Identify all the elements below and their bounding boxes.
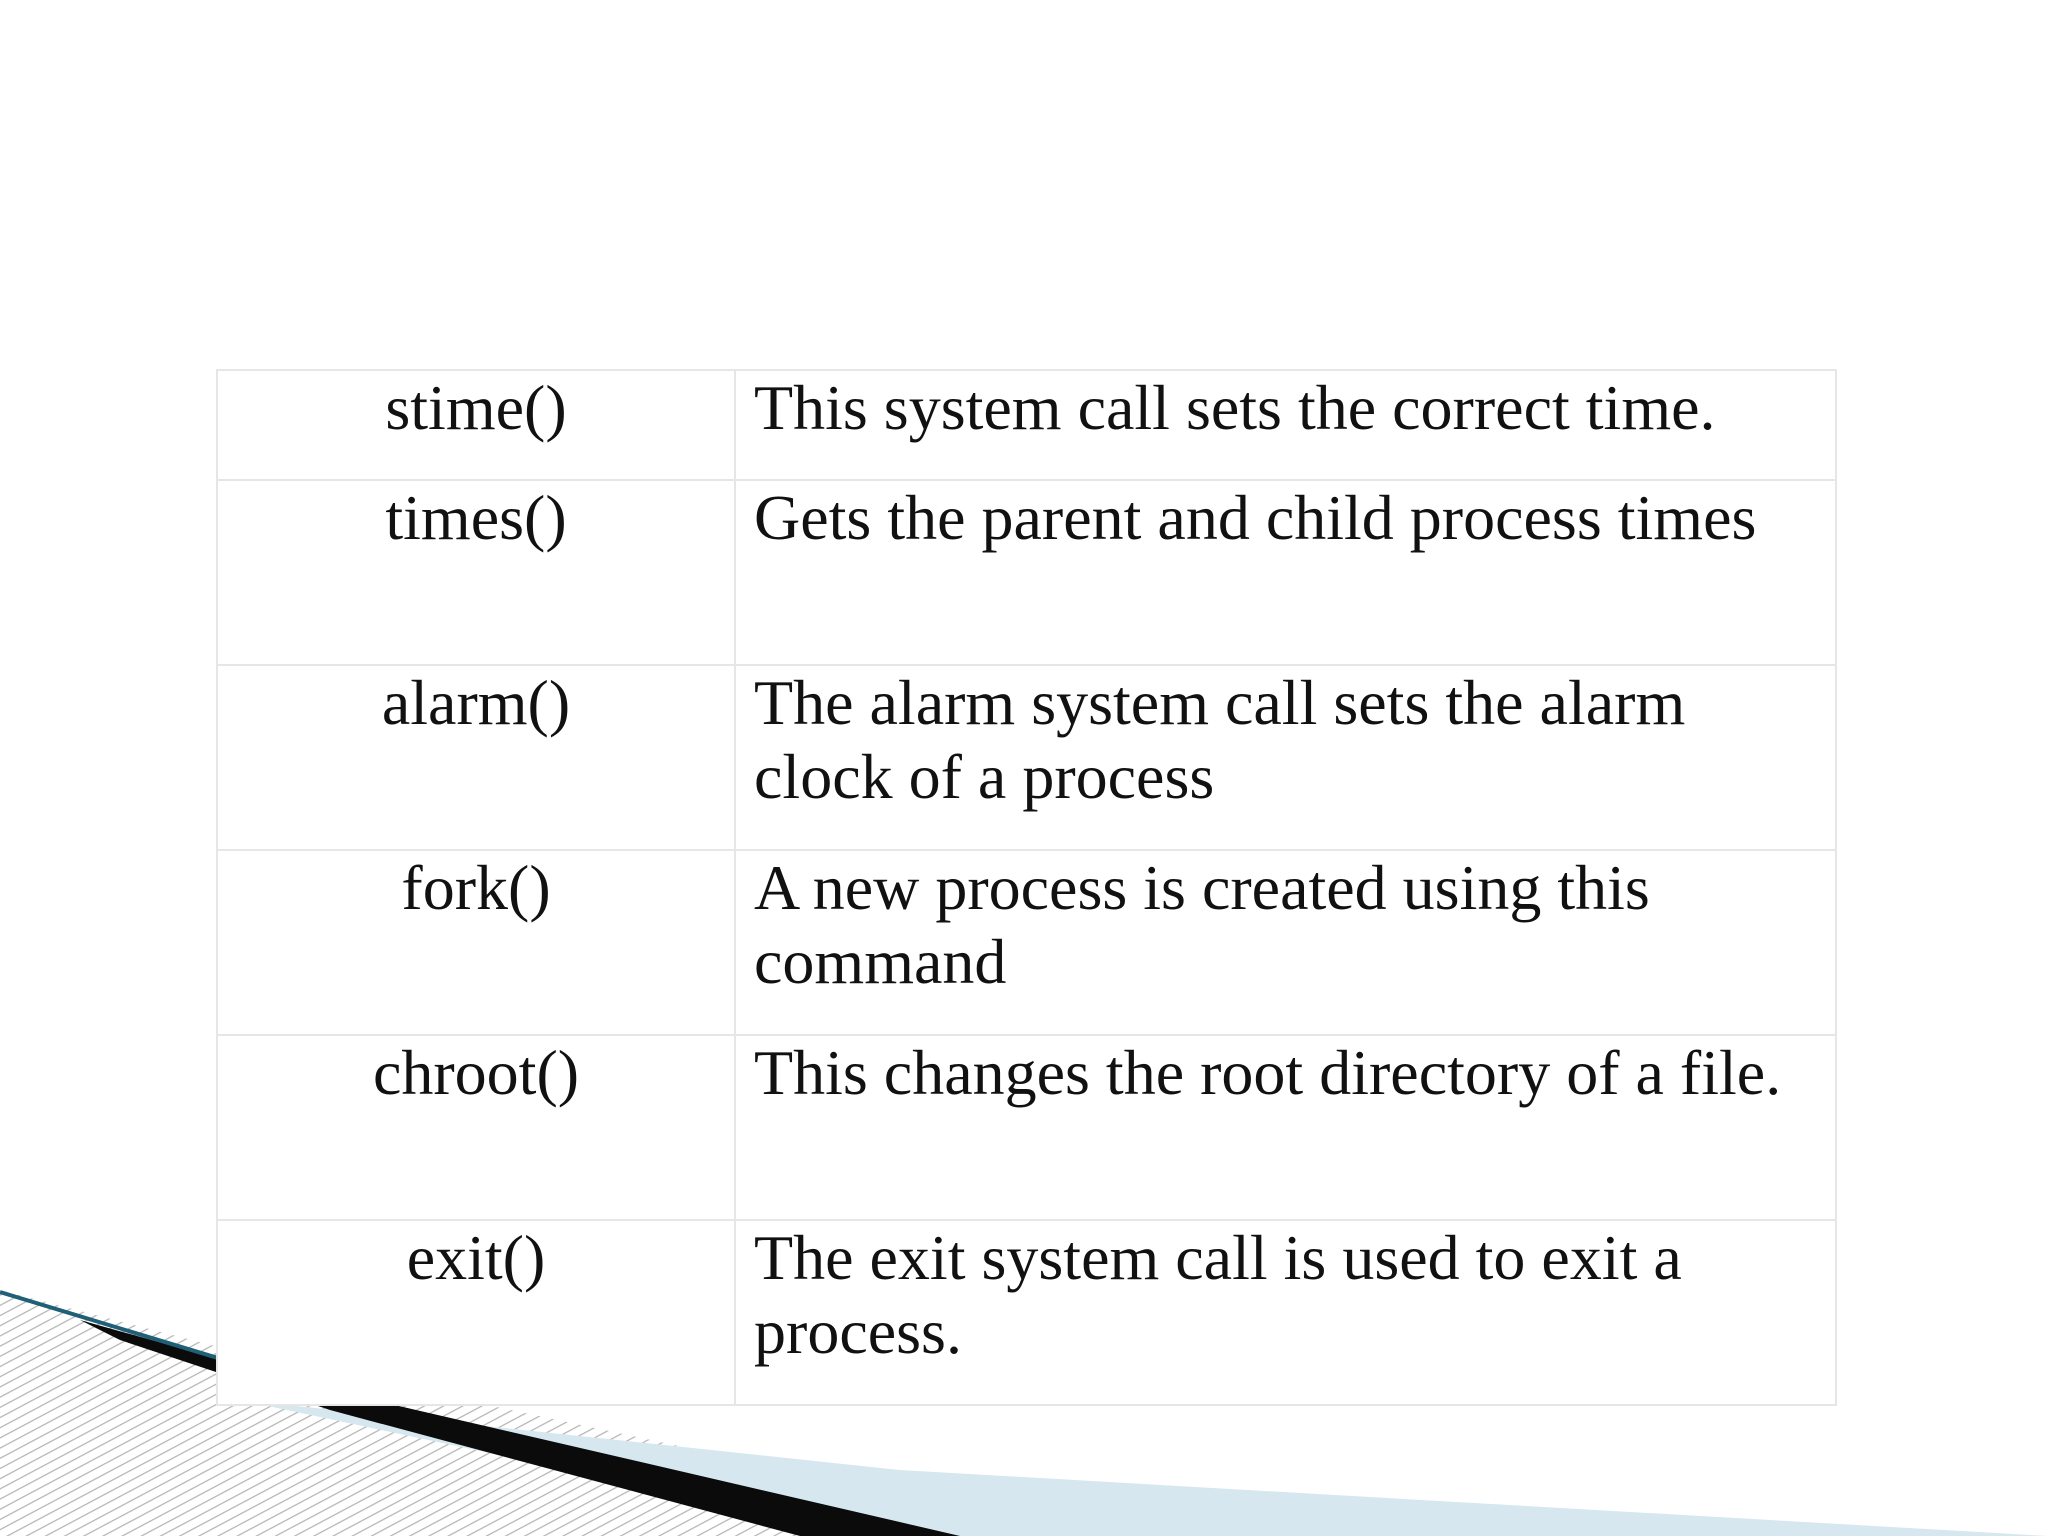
syscall-name: times()	[217, 480, 735, 665]
syscall-name: chroot()	[217, 1035, 735, 1220]
table-row	[217, 665, 1836, 850]
syscall-description: This changes the root directory of a file.	[735, 1035, 1836, 1220]
table-row	[217, 850, 1836, 1035]
table-row	[217, 1035, 1836, 1220]
table-row	[217, 370, 1836, 480]
table-row	[217, 1220, 1836, 1405]
system-calls-table	[216, 369, 1837, 1406]
syscall-description: The exit system call is used to exit a process.	[735, 1220, 1836, 1405]
syscall-name: exit()	[217, 1220, 735, 1405]
syscall-description: Gets the parent and child process times	[735, 480, 1836, 665]
syscall-description: The alarm system call sets the alarm clock of a process	[735, 665, 1836, 850]
table-row	[217, 480, 1836, 665]
syscall-name: fork()	[217, 850, 735, 1035]
syscall-description: This system call sets the correct time.	[735, 370, 1836, 480]
syscall-name: stime()	[217, 370, 735, 480]
syscall-name: alarm()	[217, 665, 735, 850]
syscall-description: A new process is created using this command	[735, 850, 1836, 1035]
